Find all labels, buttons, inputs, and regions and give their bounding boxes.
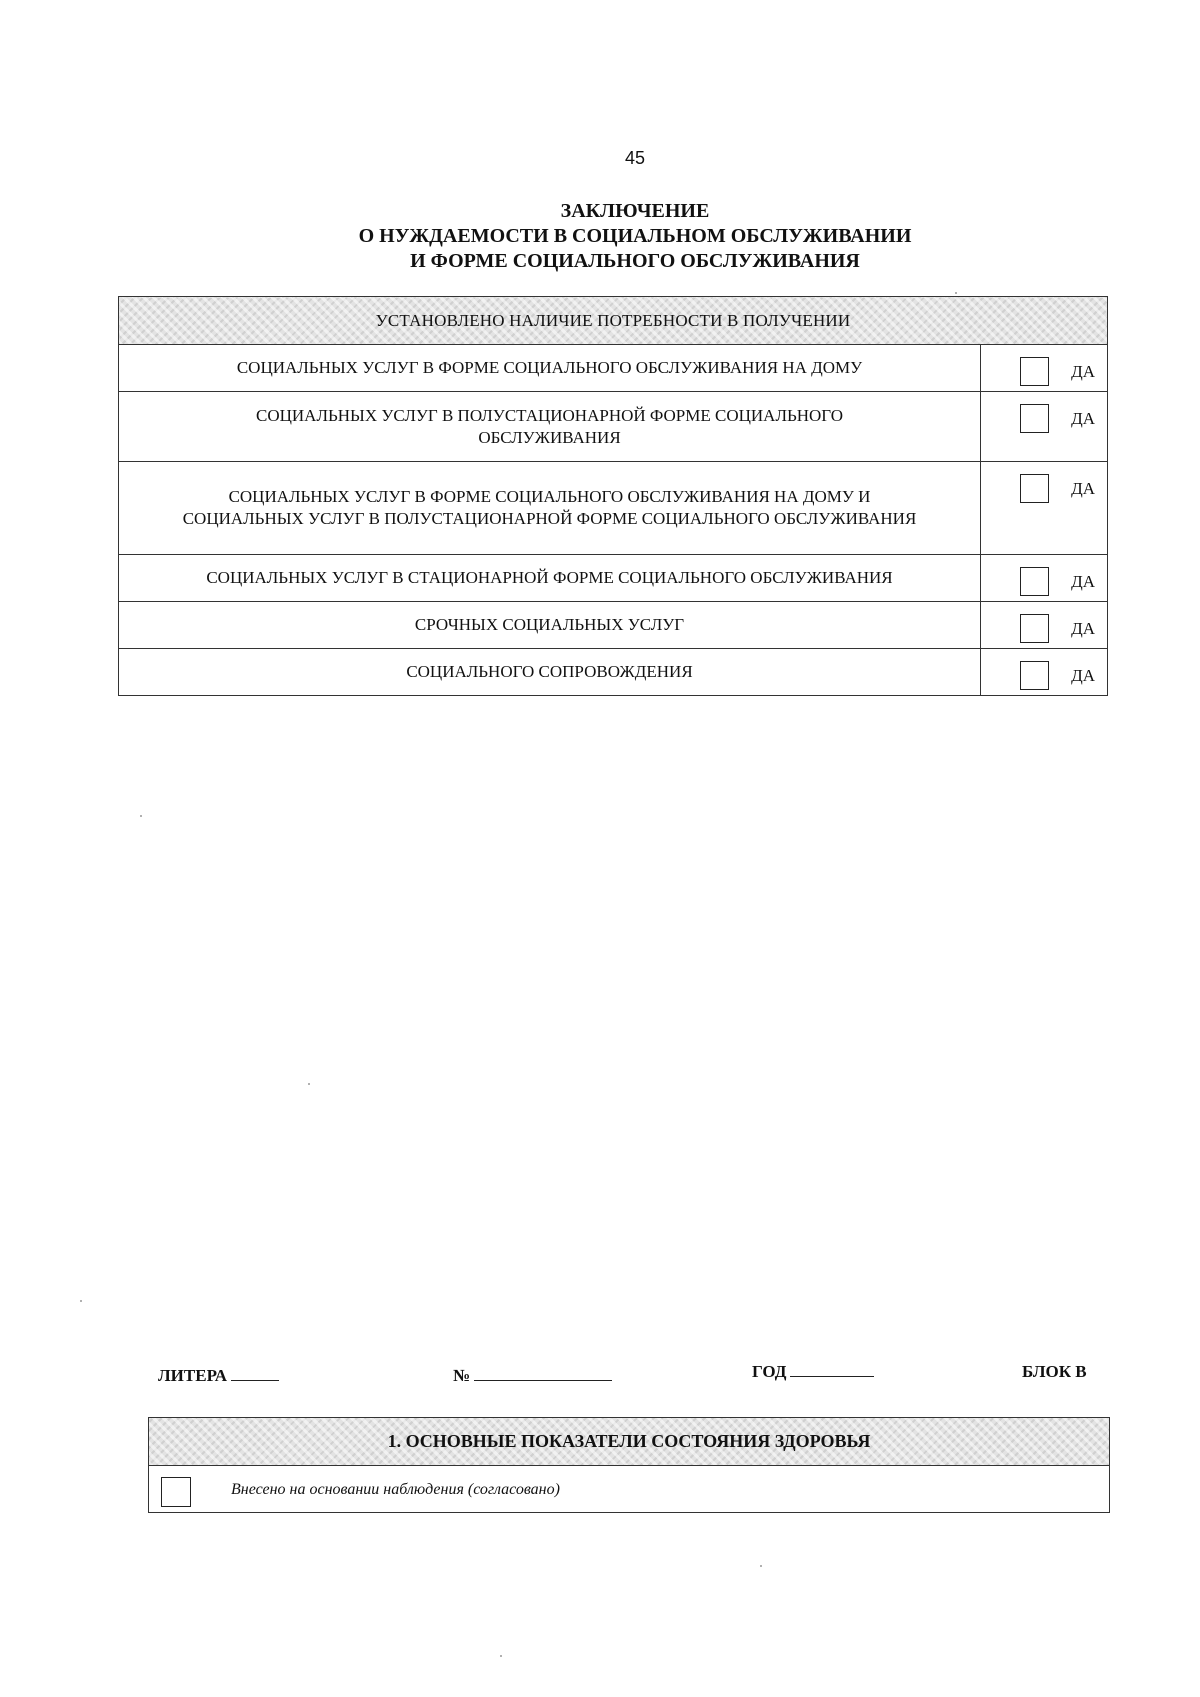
number-blank[interactable] — [474, 1366, 612, 1381]
number-field[interactable] — [453, 1366, 612, 1386]
yes-label: ДА — [1071, 571, 1095, 591]
number-label: № — [453, 1366, 471, 1385]
yes-label: ДА — [1071, 478, 1095, 498]
needs-row — [119, 555, 1108, 602]
yes-label: ДА — [1071, 618, 1095, 638]
title-line-1: ЗАКЛЮЧЕНИЕ — [560, 200, 710, 222]
litera-field[interactable] — [158, 1366, 279, 1386]
block-label: БЛОК В — [1022, 1362, 1087, 1381]
needs-row-label: СОЦИАЛЬНЫХ УСЛУГ В ФОРМЕ СОЦИАЛЬНОГО ОБСЛУЖИВАНИЯ НА ДОМУ — [119, 345, 981, 392]
needs-table-header-row — [119, 297, 1108, 345]
needs-row-label: СОЦИАЛЬНЫХ УСЛУГ В ФОРМЕ СОЦИАЛЬНОГО ОБСЛУЖИВАНИЯ НА ДОМУ И СОЦИАЛЬНЫХ УСЛУГ В ПОЛУСТАЦИОНАРНОЙ ФОРМЕ СОЦИАЛЬНОГО ОБСЛУЖИВАНИЯ — [119, 462, 981, 555]
needs-row — [119, 392, 1108, 462]
checkbox[interactable] — [1020, 614, 1049, 643]
scan-speck — [760, 1565, 762, 1567]
health-note: Внесено на основании наблюдения (согласовано) — [231, 1480, 560, 1498]
yes-label: ДА — [1071, 361, 1095, 381]
scan-speck — [955, 292, 957, 294]
yes-label: ДА — [1071, 665, 1095, 685]
health-section-header: 1. ОСНОВНЫЕ ПОКАЗАТЕЛИ СОСТОЯНИЯ ЗДОРОВЬЯ — [149, 1418, 1109, 1466]
year-label: ГОД — [752, 1362, 787, 1381]
form-fields-row — [0, 1360, 1200, 1390]
checkbox[interactable] — [1020, 357, 1049, 386]
document-title — [0, 199, 1200, 274]
page-number: 45 — [624, 148, 646, 168]
checkbox[interactable] — [1020, 567, 1049, 596]
checkbox[interactable] — [1020, 474, 1049, 503]
checkbox[interactable] — [1020, 404, 1049, 433]
needs-row-check-cell — [981, 555, 1108, 602]
checkbox[interactable] — [1020, 661, 1049, 690]
scan-speck — [140, 815, 142, 817]
needs-row-check-cell — [981, 602, 1108, 649]
needs-row-label: СРОЧНЫХ СОЦИАЛЬНЫХ УСЛУГ — [119, 602, 981, 649]
title-line-2: О НУЖДАЕМОСТИ В СОЦИАЛЬНОМ ОБСЛУЖИВАНИИ — [358, 225, 912, 247]
needs-row — [119, 602, 1108, 649]
needs-table — [118, 296, 1108, 696]
litera-label: ЛИТЕРА — [158, 1366, 228, 1385]
yes-label: ДА — [1071, 408, 1095, 428]
needs-row-label: СОЦИАЛЬНОГО СОПРОВОЖДЕНИЯ — [119, 649, 981, 696]
needs-row-label: СОЦИАЛЬНЫХ УСЛУГ В СТАЦИОНАРНОЙ ФОРМЕ СОЦИАЛЬНОГО ОБСЛУЖИВАНИЯ — [119, 555, 981, 602]
scan-speck — [80, 1300, 82, 1302]
needs-row-label: СОЦИАЛЬНЫХ УСЛУГ В ПОЛУСТАЦИОНАРНОЙ ФОРМЕ СОЦИАЛЬНОГО ОБСЛУЖИВАНИЯ — [119, 392, 981, 462]
scan-speck — [308, 1083, 310, 1085]
checkbox[interactable] — [161, 1477, 191, 1507]
year-field[interactable] — [752, 1362, 874, 1382]
title-line-3: И ФОРМЕ СОЦИАЛЬНОГО ОБСЛУЖИВАНИЯ — [410, 250, 860, 272]
needs-row-check-cell — [981, 649, 1108, 696]
litera-blank[interactable] — [231, 1366, 279, 1381]
needs-row-check-cell — [981, 462, 1108, 555]
needs-row — [119, 345, 1108, 392]
health-section — [148, 1417, 1110, 1513]
needs-table-header: УСТАНОВЛЕНО НАЛИЧИЕ ПОТРЕБНОСТИ В ПОЛУЧЕНИИ — [119, 297, 1108, 345]
needs-row-check-cell — [981, 345, 1108, 392]
scan-speck — [500, 1655, 502, 1657]
needs-row — [119, 649, 1108, 696]
health-section-row — [149, 1466, 1109, 1513]
year-blank[interactable] — [790, 1362, 874, 1377]
needs-row — [119, 462, 1108, 555]
needs-row-check-cell — [981, 392, 1108, 462]
